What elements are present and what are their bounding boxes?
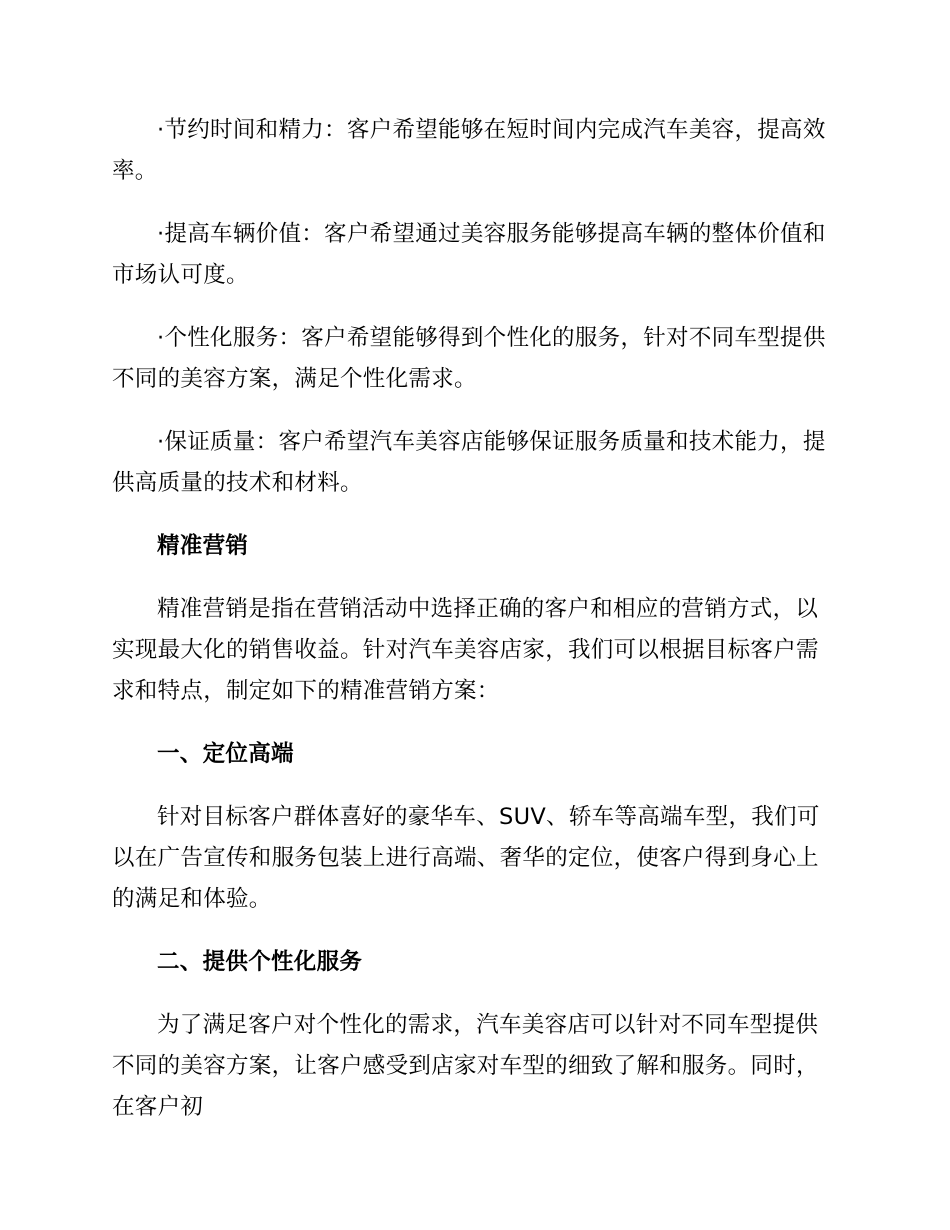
paragraph-positioning: 针对目标客户群体喜好的豪华车、SUV、轿车等高端车型，我们可以在广告宣传和服务包装上进行高端、奢华的定位，使客户得到身心上的满足和体验。 bbox=[112, 804, 820, 912]
section-heading-personalized: 二、提供个性化服务 bbox=[157, 949, 363, 975]
bullet-personalized-service: ·个性化服务：客户希望能够得到个性化的服务，针对不同车型提供不同的美容方案，满足个性化需求。 bbox=[112, 325, 826, 392]
paragraph-precision-marketing: 精准营销是指在营销活动中选择正确的客户和相应的营销方式，以实现最大化的销售收益。针对汽车美容店家，我们可以根据目标客户需求和特点，制定如下的精准营销方案： bbox=[112, 596, 819, 704]
document-page bbox=[112, 110, 832, 1128]
paragraph-personalized: 为了满足客户对个性化的需求，汽车美容店可以针对不同车型提供不同的美容方案，让客户感受到店家对车型的细致了解和服务。同时，在客户初 bbox=[112, 1012, 819, 1120]
section-heading-positioning: 一、定位高端 bbox=[157, 741, 294, 767]
bullet-save-time: ·节约时间和精力：客户希望能够在短时间内完成汽车美容，提高效率。 bbox=[112, 117, 826, 184]
bullet-quality: ·保证质量：客户希望汽车美容店能够保证服务质量和技术能力，提供高质量的技术和材料。 bbox=[112, 429, 826, 496]
bullet-vehicle-value: ·提高车辆价值：客户希望通过美容服务能够提高车辆的整体价值和市场认可度。 bbox=[112, 221, 826, 288]
section-heading-precision-marketing: 精准营销 bbox=[157, 533, 249, 559]
